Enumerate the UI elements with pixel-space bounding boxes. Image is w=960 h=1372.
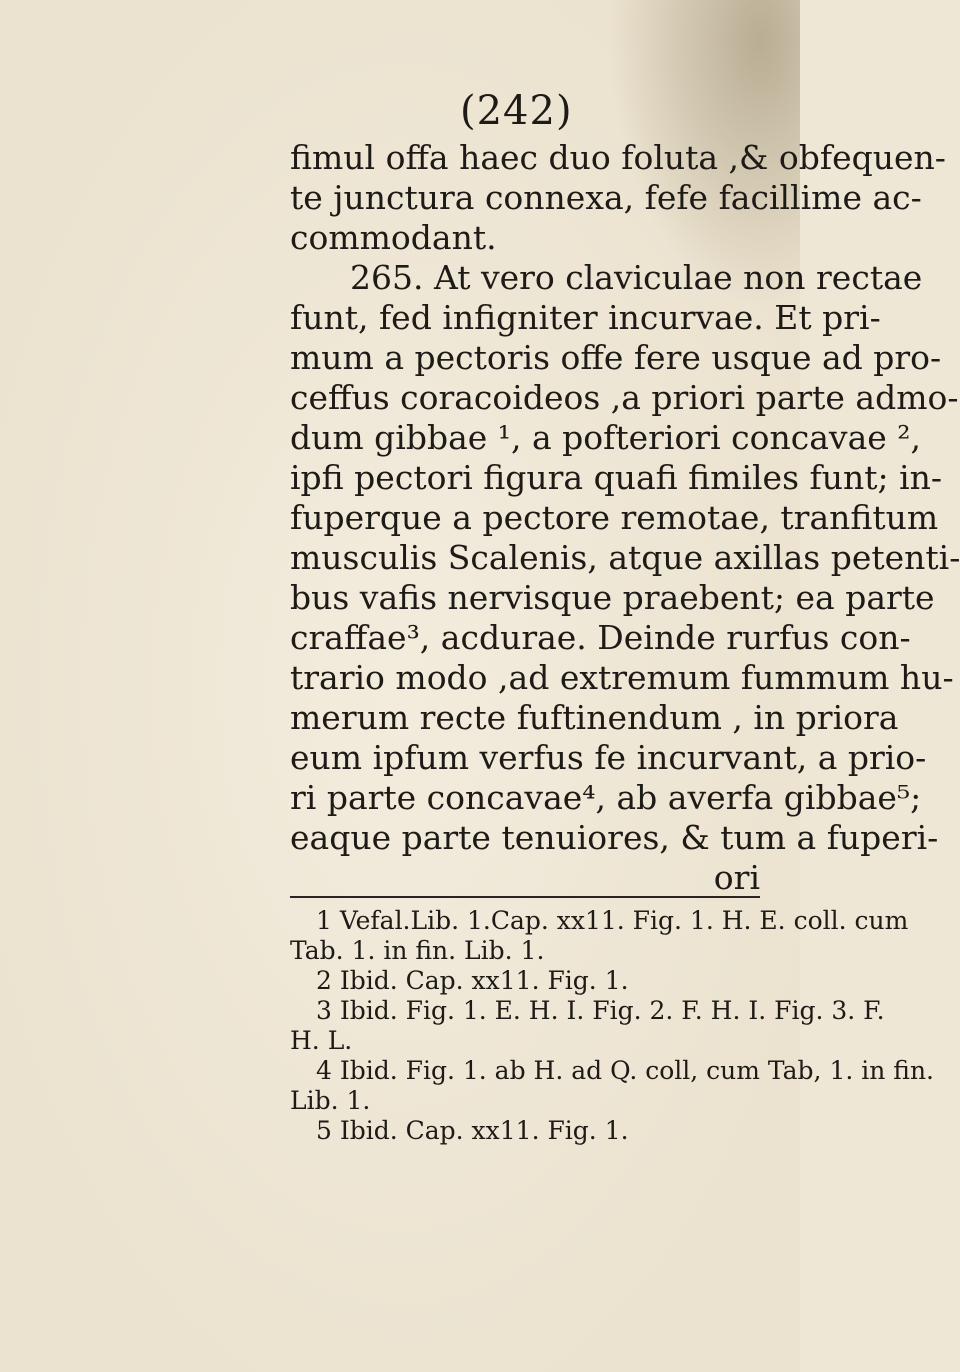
paragraph-start-line: 265. At vero claviculae non rectae xyxy=(350,258,923,297)
footnote-line: 1 Vefal.Lib. 1.Cap. xx11. Fig. 1. H. E. coll. cum xyxy=(316,906,909,935)
body-line: musculis Scalenis, atque axillas petenti- xyxy=(290,538,960,577)
body-line: te junctura connexa, fefe facillime ac- xyxy=(290,178,922,217)
body-line: fuperque a pectore remotae, tranfitum xyxy=(290,498,939,537)
footnotes xyxy=(290,906,935,1146)
body-line: eum ipfum verfus fe incurvant, a prio- xyxy=(290,738,927,777)
body-line: dum gibbae ¹, a pofteriori concavae ², xyxy=(290,418,921,457)
page-number: (242) xyxy=(460,88,573,134)
footnote-line: 2 Ibid. Cap. xx11. Fig. 1. xyxy=(316,966,629,995)
footnote-line: Lib. 1. xyxy=(290,1086,371,1115)
body-line: eaque parte tenuiores, & tum a fuperi- xyxy=(290,818,939,857)
body-line: ri parte concavae⁴, ab averfa gibbae⁵; xyxy=(290,778,922,817)
body-line: merum recte fuftinendum , in priora xyxy=(290,698,899,737)
body-line: trario modo ,ad extremum fummum hu- xyxy=(290,658,954,697)
body-line: bus vafis nervisque praebent; ea parte xyxy=(290,578,935,617)
footnote-line: H. L. xyxy=(290,1026,353,1055)
body-line: funt, fed infigniter incurvae. Et pri- xyxy=(290,298,881,337)
footnote-line: Tab. 1. in fin. Lib. 1. xyxy=(290,936,545,965)
footnote-line: 3 Ibid. Fig. 1. E. H. I. Fig. 2. F. H. I. Fig. 3. F. xyxy=(316,996,885,1025)
body-line: ceffus coracoideos ,a priori parte admo- xyxy=(290,378,959,417)
body-line: mum a pectoris offe fere usque ad pro- xyxy=(290,338,942,377)
body-line: ipfi pectori figura quafi fimiles funt; in- xyxy=(290,458,943,497)
body-line: fimul offa haec duo foluta ,& obfequen- xyxy=(290,138,946,177)
footnote-line: 5 Ibid. Cap. xx11. Fig. 1. xyxy=(316,1116,629,1145)
body-line: craffae³, acdurae. Deinde rurfus con- xyxy=(290,618,911,657)
footnote-divider xyxy=(290,896,760,898)
body-line: commodant. xyxy=(290,218,497,257)
catchword: ori xyxy=(713,858,760,897)
footnote-line: 4 Ibid. Fig. 1. ab H. ad Q. coll, cum Tab, 1. in fin. xyxy=(316,1056,935,1085)
body-text xyxy=(290,138,960,898)
